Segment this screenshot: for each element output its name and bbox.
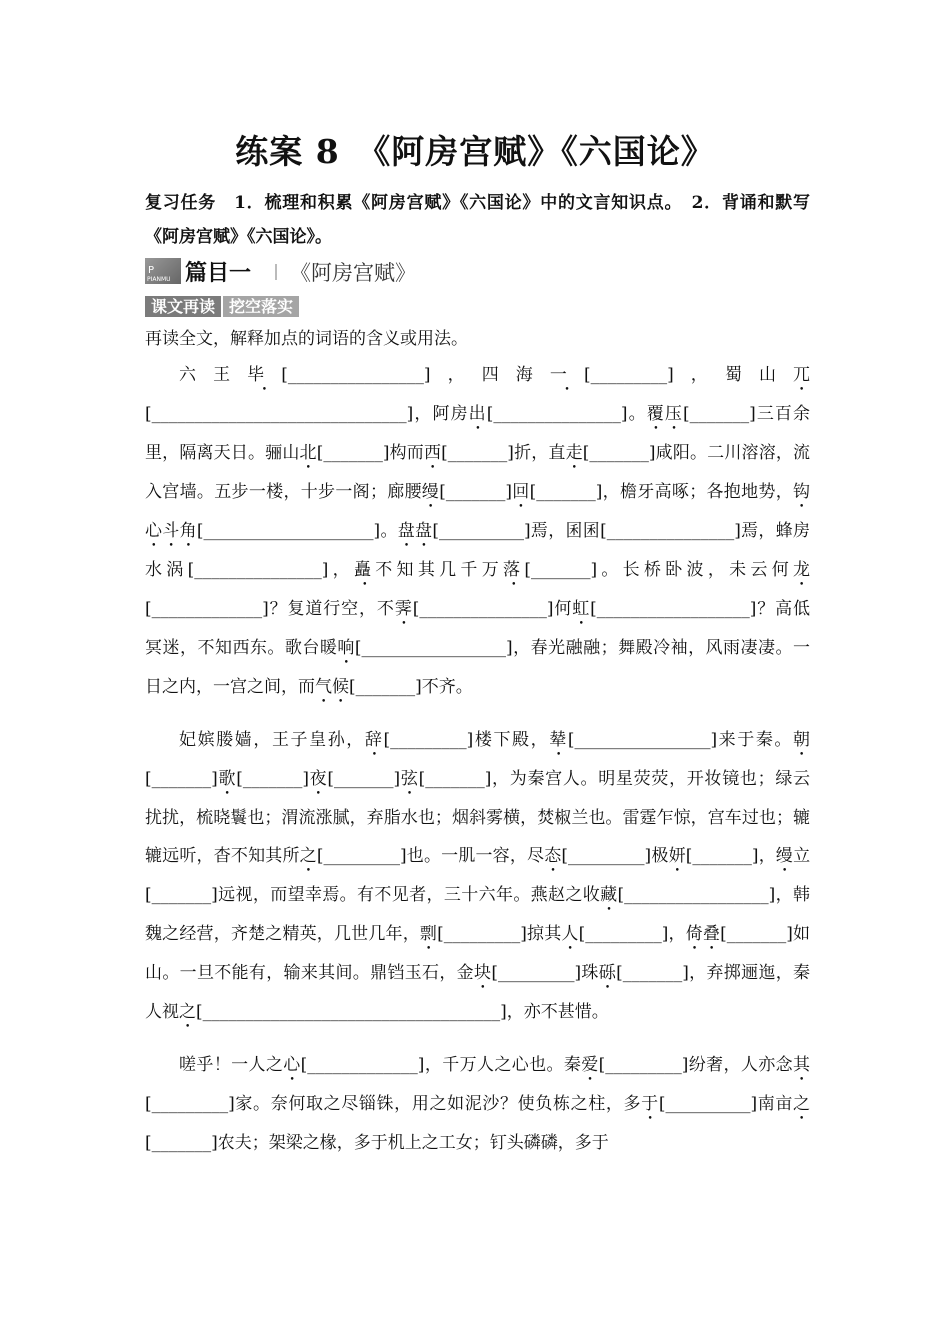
passage-text: [_______]咸阳。二川溶溶，流入宫墙。五步一楼，十步一阁；廊腰: [145, 443, 811, 502]
passage-text: [_________]掠其: [437, 924, 562, 944]
passage-text: [_________]纷奢，人亦念: [598, 1055, 794, 1075]
annotated-word: 藏: [600, 885, 618, 905]
section-divider: [275, 264, 277, 280]
passage-text: 嗟乎！一人之: [179, 1055, 284, 1075]
passage-text: [_______]如山。一旦不能有，输来其间。鼎铛玉石，金: [145, 924, 811, 983]
review-task-text: 1．梳理和积累《阿房宫赋》《六国论》中的文言知识点。 2．背诵和默写《阿房宫赋》《六国论》。: [145, 193, 811, 247]
annotated-word: 盘盘: [397, 521, 433, 541]
annotated-word: 之: [299, 846, 317, 866]
annotated-word: 响: [337, 638, 355, 658]
annotated-word: 气候: [315, 677, 349, 697]
passage-text: [_______]不齐。: [349, 677, 473, 697]
pianmu-logo-letter: P: [148, 265, 155, 276]
passage-text: [___________________________________]，亦不甚惜。: [196, 1002, 609, 1022]
passage-text: [________________]，四海: [281, 365, 550, 385]
annotated-word: 人: [561, 924, 579, 944]
annotated-word: 虹: [572, 599, 591, 619]
passage-text: [__________________]？高低冥迷，不知西东。歌台暖: [145, 599, 811, 658]
paragraph-3: [145, 1046, 810, 1162]
passage-text: [__________]南亩: [658, 1094, 794, 1114]
annotated-word: 砾: [598, 963, 617, 983]
annotated-word: 龙: [793, 560, 811, 580]
passage-text: [_______]，为秦宫人。明星荧荧，开妆镜也；绿云扰扰，梳晓鬟也；渭流涨腻，弃脂水也；烟斜雾横，焚椒兰也。雷霆乍惊，宫车过也；辘辘远听，杳不知其所: [145, 769, 811, 866]
annotated-word: 爱: [581, 1055, 599, 1075]
annotated-word: 西: [423, 443, 442, 463]
annotated-word: 倚叠: [685, 924, 721, 944]
annotated-word: 钩心斗角: [145, 482, 811, 541]
annotated-word: 之: [793, 1094, 811, 1114]
passage-text: [____________________]。: [196, 521, 398, 541]
page-title: 练案 8 《阿房宫赋》《六国论》: [235, 132, 715, 171]
pianmu-logo: [145, 258, 181, 284]
passage-text: [_________]，蜀山: [583, 365, 794, 385]
passage-text: [_____________]？复道行空，不: [145, 599, 395, 619]
annotated-word: 覆压: [646, 404, 683, 424]
annotated-word: 之: [179, 1002, 196, 1022]
annotated-word: 弦: [400, 769, 419, 789]
annotated-word: 兀: [793, 365, 811, 385]
annotated-word: 辞: [364, 730, 384, 750]
passage-text: [_______]折，直: [441, 443, 566, 463]
review-task-label: 复习任务: [145, 193, 217, 213]
paragraph-2: [145, 721, 810, 1032]
passage-text: [_______]，弃掷逦迤，秦人视: [145, 963, 811, 1022]
passage-text: [_________]楼下殿，: [383, 730, 550, 750]
passage-text: [__________]焉，囷囷[_______________]焉，蜂房水涡[_______________]，: [145, 521, 811, 580]
passage-text: [_________________]，韩魏之经营，齐楚之精英，几世几年，: [145, 885, 811, 944]
review-task: [145, 186, 810, 254]
passage-text: [_______]。长桥卧波，未云何: [524, 560, 794, 580]
passage-text: [_________]极: [561, 846, 669, 866]
annotated-word: 一: [549, 365, 584, 385]
annotated-word: 缦: [421, 482, 440, 502]
passage-text: [_________]也。一肌一容，尽: [316, 846, 545, 866]
passage-text: 六王: [179, 365, 248, 385]
passage-text: 立[_______]远视，而望幸焉。有不见者，三十六年。燕赵之收: [145, 846, 811, 905]
section-text-title: 《阿房宫赋》: [290, 261, 416, 285]
annotated-word: 毕: [247, 365, 282, 385]
passage-text: [_______________]何: [412, 599, 573, 619]
annotated-word: 辇: [549, 730, 568, 750]
passage-text: [_______]农夫；架梁之椽，多于机上之工女；钉头磷磷，多于: [145, 1133, 609, 1153]
annotated-word: 缦: [775, 846, 794, 866]
passage-text: [_______________]。: [486, 404, 647, 424]
annotated-word: 回: [511, 482, 530, 502]
passage-text: [_______]: [439, 482, 512, 502]
annotated-word: 态: [544, 846, 562, 866]
annotated-word: 霁: [394, 599, 413, 619]
annotated-word: 块: [474, 963, 492, 983]
passage-text: [_________________]，春光融融；舞殿冷袖，风雨凄凄。一日之内，一宫之间，而: [145, 638, 811, 697]
passage-text: 不知其几千万: [375, 560, 504, 580]
passage-text: 妃嫔媵嫱，王子皇孙，: [179, 730, 365, 750]
annotated-word: 妍: [668, 846, 686, 866]
passage-text: [_________]，: [578, 924, 686, 944]
annotated-word: 心: [283, 1055, 301, 1075]
passage-text: [_____________]，千万人之心也。秦: [300, 1055, 582, 1075]
instruction: 再读全文，解释加点的词语的含义或用法。: [145, 329, 468, 349]
passage-text: [_________]珠: [491, 963, 599, 983]
badge-reread: 课文再读: [145, 296, 221, 317]
passage-text: [_______]，: [685, 846, 776, 866]
annotated-word: 落: [503, 560, 525, 580]
paragraph-1: [145, 356, 810, 707]
annotated-word: 其: [793, 1055, 811, 1075]
passage-text: [_______]，檐牙高啄；各抱地势，: [529, 482, 794, 502]
annotated-word: 歌: [217, 769, 237, 789]
annotated-word: 于: [641, 1094, 659, 1114]
badge-fill-blanks: 挖空落实: [223, 296, 299, 317]
section-heading-label: 篇目一: [185, 261, 252, 286]
passage-text: [_______]: [236, 769, 309, 789]
passage-text: [________________]来于秦。: [567, 730, 794, 750]
annotated-word: 剽: [419, 924, 438, 944]
badge-row: [145, 296, 299, 318]
annotated-word: 夜: [308, 769, 328, 789]
annotated-word: 出: [468, 404, 487, 424]
passage-text: [_________]家。奈何取之尽锱铢，用之如泥沙？使负栋之柱，多: [145, 1094, 642, 1114]
passage-text: [_______]: [145, 769, 218, 789]
annotated-word: 朝: [793, 730, 811, 750]
annotated-word: 矗: [353, 560, 376, 580]
passage-text: [_______]构而: [316, 443, 424, 463]
pianmu-logo-subtext: PIANMU: [147, 276, 171, 283]
passage-text: [_______]三百余里，隔离天日。骊山: [145, 404, 811, 463]
annotated-word: 北: [299, 443, 317, 463]
section-heading: [145, 258, 565, 288]
annotated-word: 走: [565, 443, 583, 463]
exercise-body: [145, 356, 810, 1162]
passage-text: [_______]: [327, 769, 401, 789]
passage-text: [______________________________]，阿房: [145, 404, 469, 424]
